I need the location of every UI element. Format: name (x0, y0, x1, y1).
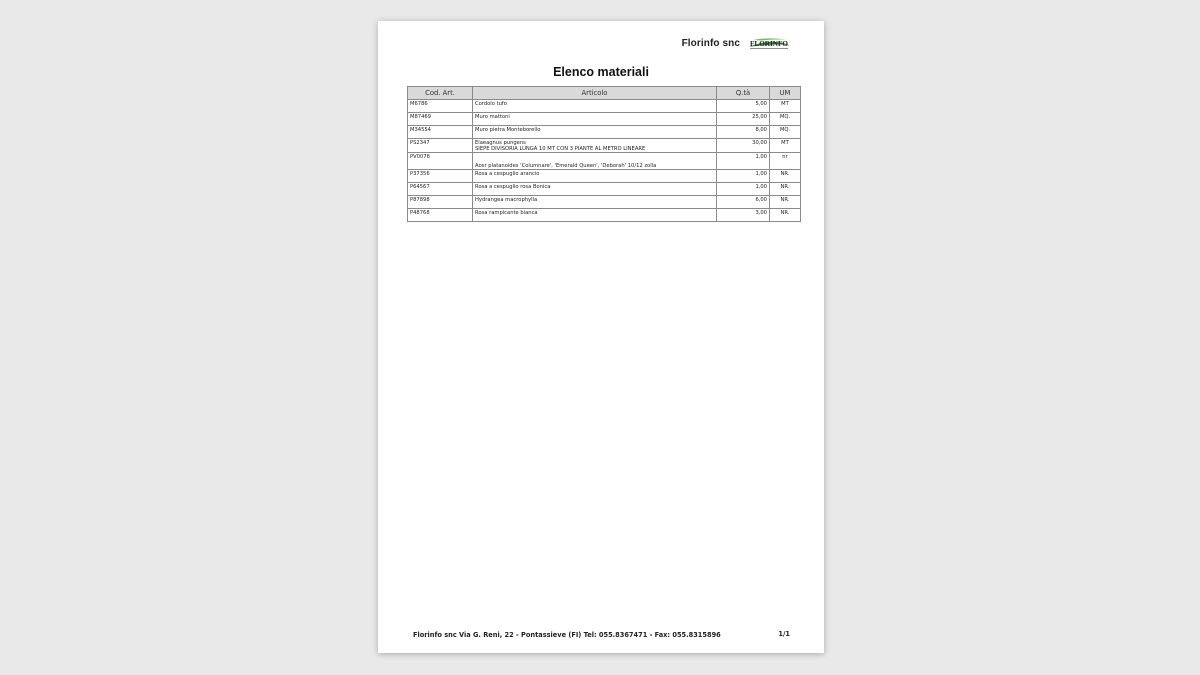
cell-um: NR. (770, 170, 801, 183)
table-row (408, 153, 801, 170)
table-row (408, 125, 801, 138)
column-header-qty: Q.tà (717, 87, 770, 100)
cell-code: P64567 (408, 182, 473, 195)
page-number: 1/1 (778, 630, 790, 638)
cell-um: MT (770, 100, 801, 113)
cell-article (473, 138, 717, 153)
table-row (408, 112, 801, 125)
cell-qty: 3,00 (717, 208, 770, 221)
article-line: Cordolo tufo (475, 101, 507, 107)
article-line: Rosa rampicante bianca (475, 209, 538, 216)
table-row (408, 208, 801, 221)
cell-um: NR. (770, 208, 801, 221)
cell-um: MT (770, 138, 801, 153)
company-name: Florinfo snc (681, 38, 740, 49)
cell-qty: 1,00 (717, 153, 770, 170)
table-row (408, 170, 801, 183)
table-body (408, 100, 801, 222)
cell-qty: 30,00 (717, 138, 770, 153)
table-row (408, 182, 801, 195)
article-line: Rosa a cespuglio arancio (475, 171, 540, 178)
article-line: Hydrangea macrophylla (475, 196, 538, 203)
cell-code: M87469 (408, 112, 473, 125)
cell-code: PS2347 (408, 138, 473, 153)
cell-um: MQ. (770, 112, 801, 125)
cell-code: M34554 (408, 125, 473, 138)
column-header-code: Cod. Art. (408, 87, 473, 100)
article-line: Acer platanoides 'Columnare', 'Emerald Queen', 'Deborah' 10/12 zolla (475, 162, 657, 169)
cell-code: P87898 (408, 195, 473, 208)
cell-qty: 5,00 (717, 100, 770, 113)
materials-table (407, 86, 801, 222)
cell-um: MQ. (770, 125, 801, 138)
florinfo-logo (747, 37, 791, 50)
cell-code: PV0076 (408, 153, 473, 170)
table-row (408, 138, 801, 153)
cell-article (473, 100, 717, 113)
cell-um: NR. (770, 195, 801, 208)
cell-code: P48768 (408, 208, 473, 221)
cell-article (473, 195, 717, 208)
cell-article (473, 182, 717, 195)
cell-qty: 8,00 (717, 125, 770, 138)
column-header-um: UM (770, 87, 801, 100)
cell-qty: 1,00 (717, 182, 770, 195)
article-line: SIEPE DIVISORIA LUNGA 10 MT CON 3 PIANTE AL METRO LINEARE (475, 145, 646, 152)
article-line: Muro pietra Monteborello (475, 126, 541, 133)
article-line: Rosa a cespuglio rosa Bonica (475, 183, 551, 190)
article-line: Elaeagnus pungens (475, 139, 526, 146)
cell-article (473, 112, 717, 125)
cell-article (473, 208, 717, 221)
cell-qty: 1,00 (717, 170, 770, 183)
footer-address: Florinfo snc Via G. Reni, 22 - Pontassieve (FI) Tel: 055.8367471 - Fax: 055.8315896 (413, 631, 721, 639)
cell-article (473, 153, 717, 170)
cell-um: nr (770, 153, 801, 170)
column-header-article: Articolo (473, 87, 717, 100)
cell-article (473, 125, 717, 138)
article-line: Muro mattoni (475, 113, 510, 120)
svg-text:FLORINFO: FLORINFO (750, 40, 788, 48)
document-page (378, 21, 824, 653)
cell-article (473, 170, 717, 183)
cell-qty: 6,00 (717, 195, 770, 208)
cell-code: P37356 (408, 170, 473, 183)
cell-code: M6786 (408, 100, 473, 113)
cell-qty: 25,00 (717, 112, 770, 125)
table-header-row (408, 87, 801, 100)
cell-um: NR. (770, 182, 801, 195)
table-row (408, 195, 801, 208)
document-title: Elenco materiali (553, 65, 649, 79)
table-row (408, 100, 801, 113)
